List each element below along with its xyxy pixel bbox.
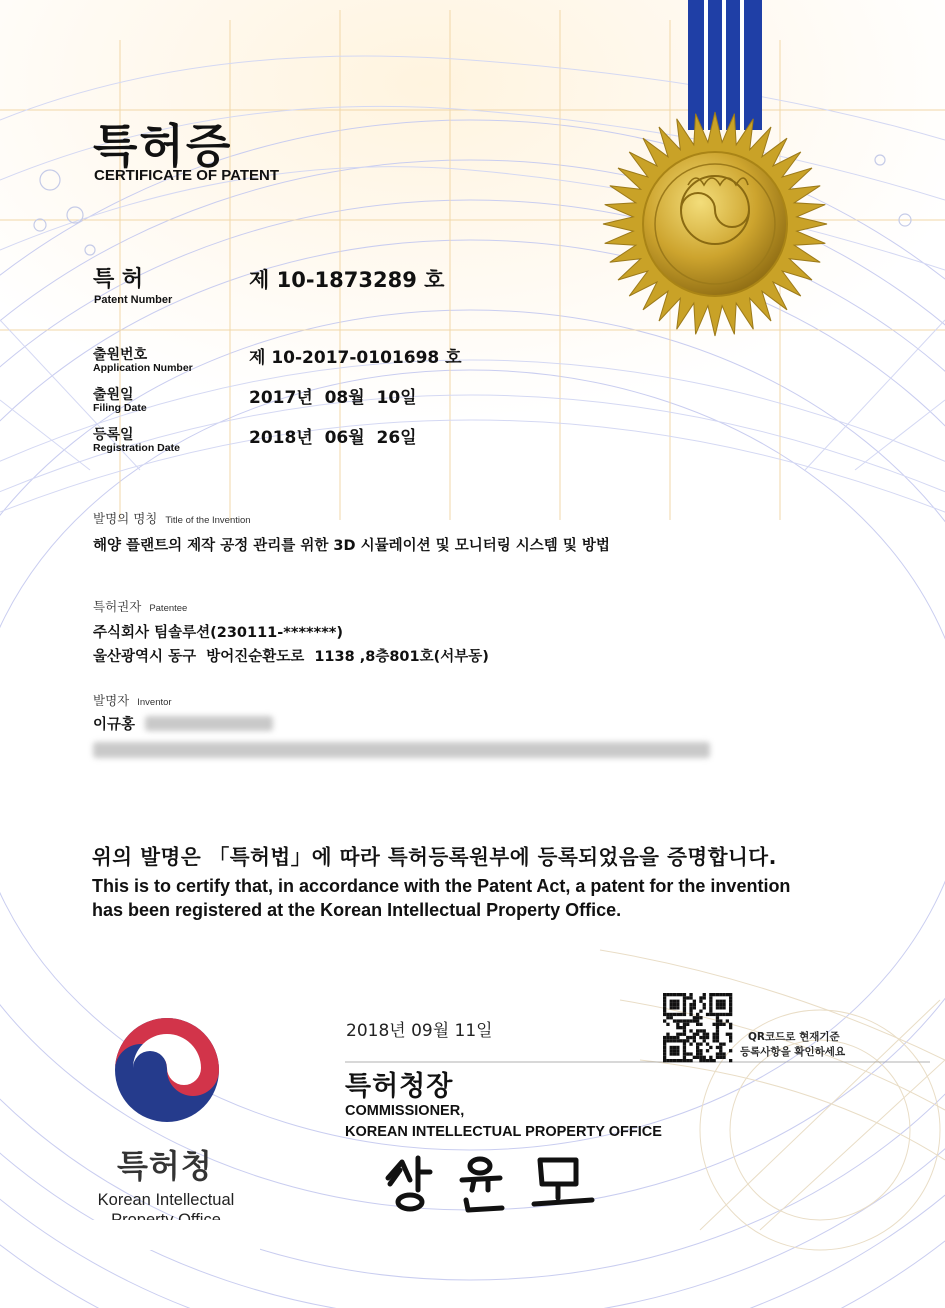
qr-module [713,1039,716,1042]
qr-module [670,1052,673,1055]
qr-module [663,1010,666,1013]
qr-module [670,1013,673,1016]
qr-module [666,1036,669,1039]
qr-module [716,1019,719,1022]
qr-module [663,1039,666,1042]
qr-module [663,996,666,999]
application-label-en: Application Number [93,362,193,374]
qr-module [666,1039,669,1042]
qr-module [729,1013,732,1016]
qr-module [716,993,719,996]
qr-module [686,1036,689,1039]
qr-module [719,1003,722,1006]
qr-module [703,1056,706,1059]
qr-module [726,1019,729,1022]
qr-module [666,1033,669,1036]
patent-number-value: 제 10-1873289 호 [249,268,445,292]
qr-module [676,1052,679,1055]
qr-module [680,1026,683,1029]
commissioner-title-ko: 특허청장 [345,1071,454,1102]
commissioner-title-en-line2: KOREAN INTELLECTUAL PROPERTY OFFICE [345,1124,662,1140]
qr-module [683,1046,686,1049]
qr-module [670,1039,673,1042]
qr-module [683,1026,686,1029]
qr-module [716,1036,719,1039]
qr-module [676,1049,679,1052]
qr-module [676,1033,679,1036]
qr-module [689,993,692,996]
qr-module [663,1006,666,1009]
qr-module [719,1006,722,1009]
qr-module [676,1000,679,1003]
qr-module [719,1056,722,1059]
qr-module [676,1019,679,1022]
qr-module [663,1056,666,1059]
kipo-logo [115,1018,219,1122]
qr-module [693,1039,696,1042]
qr-module [716,1023,719,1026]
qr-module [670,1016,673,1019]
qr-module [703,1036,706,1039]
patent-label-ko: 특 허 [93,267,144,292]
qr-module [670,1049,673,1052]
qr-module [673,1059,676,1062]
patent-label-en: Patent Number [94,294,173,306]
qr-note [740,1030,845,1060]
qr-module [693,1016,696,1019]
qr-module [696,1033,699,1036]
qr-module [673,1006,676,1009]
qr-module [699,1049,702,1052]
qr-module [729,996,732,999]
qr-module [676,1046,679,1049]
qr-module [663,1013,666,1016]
qr-note-line2: 등록사항을 확인하세요 [740,1046,846,1058]
qr-module [726,993,729,996]
certificate-title-ko: 특허증 [93,119,233,173]
qr-module [709,996,712,999]
invention-label-en: Title of the Invention [165,515,251,526]
patentee-name: 주식회사 팀솔루션(230111-*******) [93,625,343,641]
qr-module [729,1033,732,1036]
qr-module [676,1026,679,1029]
qr-module [699,1052,702,1055]
qr-module [673,1039,676,1042]
qr-module [683,1059,686,1062]
qr-module [729,1010,732,1013]
qr-module [696,1046,699,1049]
qr-module [683,1006,686,1009]
qr-module [680,1013,683,1016]
qr-module [696,1023,699,1026]
issue-date: 2018년 09월 11일 [346,1021,493,1041]
qr-module [666,1059,669,1062]
qr-module [722,1000,725,1003]
qr-module [670,1046,673,1049]
qr-module [689,1013,692,1016]
qr-module [689,1043,692,1046]
qr-module [722,1003,725,1006]
qr-module [683,1000,686,1003]
qr-module [696,1029,699,1032]
qr-module [719,1000,722,1003]
qr-module [716,1003,719,1006]
qr-module [719,1049,722,1052]
qr-module [696,1043,699,1046]
qr-module [722,993,725,996]
qr-module [719,1052,722,1055]
qr-module [716,1033,719,1036]
qr-module [676,1036,679,1039]
patentee-address: 울산광역시 동구 방어진순환도로 1138 ,8층801호(서부동) [93,649,489,665]
qr-module [680,993,683,996]
qr-module [722,1052,725,1055]
qr-module [686,1059,689,1062]
qr-module [680,1039,683,1042]
qr-module [699,996,702,999]
qr-module [722,1056,725,1059]
qr-module [706,1033,709,1036]
qr-module [670,1059,673,1062]
office-name-clip [80,1220,260,1250]
qr-module [666,993,669,996]
qr-module [693,1003,696,1006]
qr-module [676,1039,679,1042]
qr-module [683,993,686,996]
qr-module [680,1019,683,1022]
qr-module [696,1056,699,1059]
commissioner-title-en-line1: COMMISSIONER, [345,1103,465,1119]
qr-module [703,1029,706,1032]
qr-module [689,996,692,999]
registration-label-en: Registration Date [93,442,180,454]
qr-module [729,993,732,996]
qr-module [726,1013,729,1016]
qr-module [696,1016,699,1019]
qr-module [670,1036,673,1039]
qr-module [663,1036,666,1039]
qr-module [670,993,673,996]
qr-module [680,1059,683,1062]
qr-module [722,1013,725,1016]
qr-module [670,1003,673,1006]
qr-module [676,1023,679,1026]
qr-module [673,1003,676,1006]
qr-module [683,1010,686,1013]
certification-statement-ko: 위의 발명은 「특허법」에 따라 특허등록원부에 등록되었음을 증명합니다. [92,845,777,869]
qr-module [709,1056,712,1059]
qr-module [673,993,676,996]
qr-module [676,1013,679,1016]
qr-module [709,1013,712,1016]
qr-module [663,1000,666,1003]
qr-module [703,1006,706,1009]
invention-section-label [93,508,251,527]
qr-module [722,1006,725,1009]
qr-module [716,1000,719,1003]
qr-module [699,1036,702,1039]
qr-module [699,1010,702,1013]
qr-module [726,1033,729,1036]
qr-module [709,1006,712,1009]
qr-module [716,1013,719,1016]
qr-module [699,1000,702,1003]
inventor-section-label [93,690,172,709]
qr-module [699,1043,702,1046]
qr-module [703,996,706,999]
qr-module [696,1052,699,1055]
ribbon [688,0,762,130]
qr-module [729,1000,732,1003]
qr-module [693,1056,696,1059]
qr-module [716,1052,719,1055]
qr-module [689,1003,692,1006]
qr-module [693,1036,696,1039]
qr-module [673,1046,676,1049]
qr-module [699,1029,702,1032]
patentee-label-en: Patentee [149,603,188,614]
inventor-name: 이규홍 [93,717,136,733]
qr-module [683,1029,686,1032]
qr-module [716,1039,719,1042]
qr-module [663,1003,666,1006]
qr-module [709,993,712,996]
registration-label-ko: 등록일 [93,427,134,443]
qr-module [673,1013,676,1016]
qr-module [706,1043,709,1046]
qr-module [689,1019,692,1022]
qr-module [716,1056,719,1059]
qr-module [663,1049,666,1052]
application-number-value: 제 10-2017-0101698 호 [249,348,462,368]
qr-module [713,993,716,996]
qr-module [706,1049,709,1052]
qr-module [709,1003,712,1006]
qr-module [706,1013,709,1016]
qr-module [703,1003,706,1006]
patentee-section-label [93,596,187,615]
inventor-label-ko: 발명자 [93,693,130,708]
qr-module [689,1059,692,1062]
qr-module [683,1052,686,1055]
qr-module [673,1052,676,1055]
qr-module [683,1033,686,1036]
qr-module [716,1046,719,1049]
qr-module [729,1023,732,1026]
qr-module [722,1043,725,1046]
qr-module [703,1039,706,1042]
qr-module [693,1000,696,1003]
office-name-en-line1: Korean Intellectual [97,1191,235,1209]
qr-module [689,1052,692,1055]
qr-module [693,1019,696,1022]
qr-module [676,1006,679,1009]
qr-module [683,1039,686,1042]
qr-module [703,1033,706,1036]
qr-module [683,1023,686,1026]
redacted-inventor-address [93,742,710,758]
commissioner-signature [380,1150,600,1220]
qr-module [676,993,679,996]
invention-title-value: 해양 플랜트의 제작 공정 관리를 위한 3D 시뮬레이션 및 모니터링 시스템 및 방법 [93,538,610,554]
qr-module [670,1000,673,1003]
qr-module [689,1006,692,1009]
certificate-title-en: CERTIFICATE OF PATENT [94,167,279,184]
office-name-ko: 특허청 [117,1147,213,1185]
qr-module [683,1056,686,1059]
qr-module [676,1059,679,1062]
qr-module [696,1049,699,1052]
qr-module [713,1033,716,1036]
qr-module [716,1029,719,1032]
qr-module [689,1029,692,1032]
qr-module [683,1019,686,1022]
qr-module [663,1019,666,1022]
application-label-ko: 출원번호 [93,347,148,363]
qr-module [699,1056,702,1059]
qr-module [706,1059,709,1062]
qr-note-line1: QR코드로 현재기준 [748,1031,840,1043]
qr-module [729,1039,732,1042]
qr-module [713,1059,716,1062]
qr-module [729,1049,732,1052]
qr-module [676,1003,679,1006]
qr-module [709,1059,712,1062]
qr-module [719,1013,722,1016]
qr-module [716,1026,719,1029]
qr-module [686,1019,689,1022]
qr-module [683,1043,686,1046]
qr-module [699,1059,702,1062]
qr-module [713,1023,716,1026]
qr-module [686,1023,689,1026]
qr-module [683,1013,686,1016]
qr-module [729,1006,732,1009]
qr-module [663,1059,666,1062]
qr-module [666,1013,669,1016]
qr-module [670,1006,673,1009]
qr-module [673,1019,676,1022]
qr-module [663,993,666,996]
qr-module [716,1006,719,1009]
qr-module [719,1019,722,1022]
certification-statement-en-line1: This is to certify that, in accordance with the Patent Act, a patent for the invention [92,876,791,896]
qr-module [719,1046,722,1049]
qr-module [663,1043,666,1046]
qr-module [683,996,686,999]
qr-module [693,1006,696,1009]
qr-module [693,1033,696,1036]
qr-module [709,1046,712,1049]
filing-date-value: 2017년 08월 10일 [249,388,417,408]
redacted-inventor-id [145,716,273,731]
qr-module [713,1036,716,1039]
qr-module [673,1036,676,1039]
qr-module [713,1013,716,1016]
qr-module [663,1052,666,1055]
qr-module [696,1019,699,1022]
qr-module [719,1023,722,1026]
patentee-label-ko: 특허권자 [93,599,142,614]
qr-module [703,1059,706,1062]
qr-module [680,1033,683,1036]
qr-module [729,1026,732,1029]
qr-module [699,1023,702,1026]
qr-module [686,1039,689,1042]
qr-module [689,1010,692,1013]
qr-code [663,993,732,1062]
qr-module [719,993,722,996]
inventor-label-en: Inventor [137,697,172,708]
qr-module [686,1052,689,1055]
qr-module [729,1003,732,1006]
invention-label-ko: 발명의 명칭 [93,511,158,526]
qr-module [716,1016,719,1019]
certification-statement-en-line2: has been registered at the Korean Intellectual Property Office. [92,900,622,920]
qr-module [683,1049,686,1052]
registration-date-value: 2018년 06월 26일 [249,428,417,448]
qr-module [663,1046,666,1049]
qr-module [666,1016,669,1019]
qr-module [709,1000,712,1003]
qr-module [686,996,689,999]
qr-module [706,1036,709,1039]
qr-module [699,1016,702,1019]
filing-label-en: Filing Date [93,402,147,414]
qr-module [673,1000,676,1003]
qr-module [729,1059,732,1062]
qr-module [719,1043,722,1046]
qr-module [683,1003,686,1006]
qr-module [673,1049,676,1052]
qr-module [689,1036,692,1039]
qr-module [709,1010,712,1013]
qr-module [666,1023,669,1026]
filing-label-ko: 출원일 [93,387,134,403]
qr-module [696,1013,699,1016]
qr-module [729,1036,732,1039]
qr-module [703,993,706,996]
qr-module [722,1023,725,1026]
